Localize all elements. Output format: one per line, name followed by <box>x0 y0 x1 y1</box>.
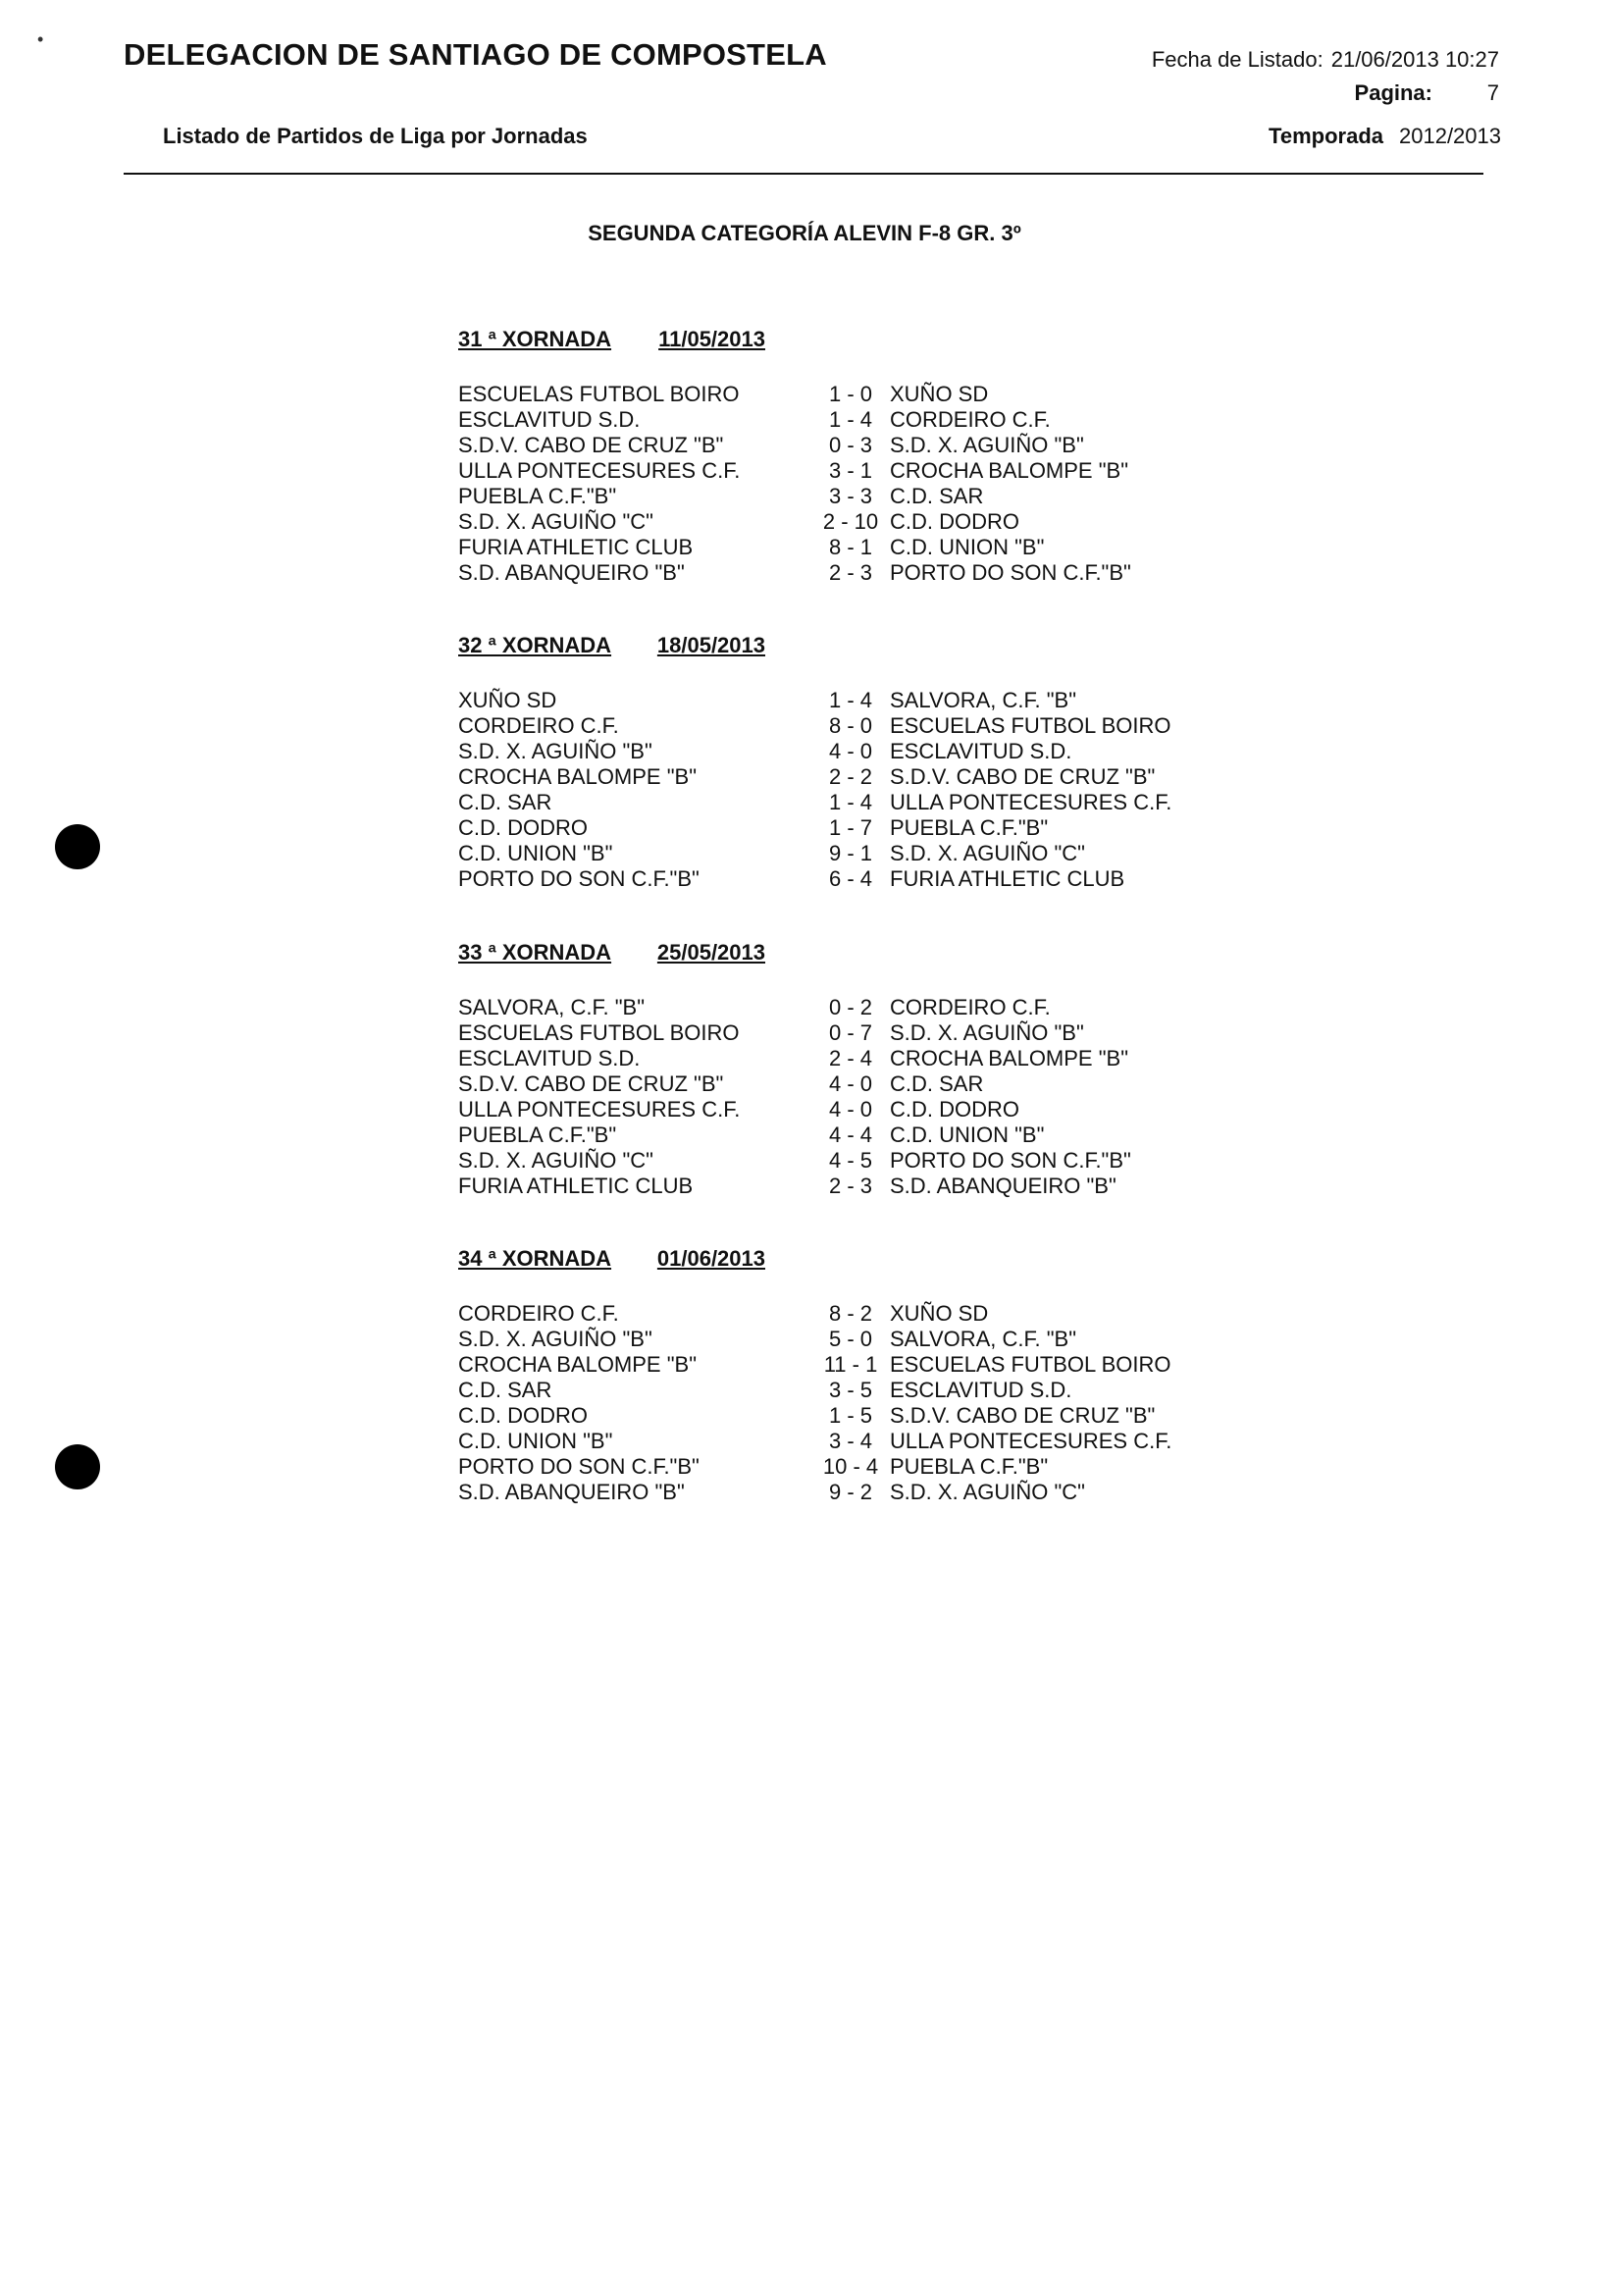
round-heading <box>458 327 765 352</box>
home-team: PORTO DO SON C.F."B" <box>458 866 700 891</box>
match-score: 2 - 4 <box>828 1046 873 1070</box>
match-row <box>458 1148 1243 1174</box>
home-team: C.D. UNION "B" <box>458 1429 613 1453</box>
away-team: S.D.V. CABO DE CRUZ "B" <box>890 764 1156 789</box>
match-score: 4 - 5 <box>828 1148 873 1173</box>
match-row <box>458 509 1243 535</box>
match-score: 1 - 4 <box>828 790 873 814</box>
match-score: 8 - 1 <box>828 535 873 559</box>
home-team: FURIA ATHLETIC CLUB <box>458 1174 694 1198</box>
home-team: FURIA ATHLETIC CLUB <box>458 535 694 559</box>
match-row <box>458 866 1243 892</box>
match-row <box>458 484 1243 509</box>
away-team: ESCUELAS FUTBOL BOIRO <box>890 1352 1171 1377</box>
round-block <box>458 940 1243 1199</box>
season-value: 2012/2013 <box>1399 124 1501 148</box>
round-heading <box>458 1246 765 1272</box>
away-team: C.D. DODRO <box>890 509 1019 534</box>
match-score: 10 - 4 <box>822 1454 879 1479</box>
match-score: 6 - 4 <box>828 866 873 891</box>
home-team: S.D. ABANQUEIRO "B" <box>458 1480 685 1504</box>
match-score: 0 - 3 <box>828 433 873 457</box>
home-team: CROCHA BALOMPE "B" <box>458 1352 698 1377</box>
away-team: C.D. UNION "B" <box>890 535 1045 559</box>
home-team: S.D. X. AGUIÑO "B" <box>458 739 652 763</box>
match-score: 5 - 0 <box>828 1327 873 1351</box>
away-team: S.D. X. AGUIÑO "C" <box>890 841 1085 865</box>
page-number-row <box>1087 77 1499 110</box>
match-row <box>458 1174 1243 1199</box>
match-score: 2 - 3 <box>828 560 873 585</box>
round-name: 34 ª XORNADA <box>458 1246 612 1271</box>
match-row <box>458 1046 1243 1071</box>
match-score: 4 - 4 <box>828 1122 873 1147</box>
match-row <box>458 1480 1243 1505</box>
match-row <box>458 841 1243 866</box>
away-team: PUEBLA C.F."B" <box>890 1454 1049 1479</box>
match-row <box>458 560 1243 586</box>
season-info <box>1269 124 1501 149</box>
header-divider <box>124 173 1483 175</box>
match-score: 3 - 3 <box>828 484 873 508</box>
match-score: 1 - 0 <box>828 382 873 406</box>
round-date: 01/06/2013 <box>656 1246 765 1271</box>
match-row <box>458 1122 1243 1148</box>
report-title: Listado de Partidos de Liga por Jornadas <box>163 124 588 148</box>
home-team: CORDEIRO C.F. <box>458 1301 619 1326</box>
away-team: S.D.V. CABO DE CRUZ "B" <box>890 1403 1156 1428</box>
away-team: S.D. X. AGUIÑO "C" <box>890 1480 1085 1504</box>
round-name: 31 ª XORNADA <box>458 327 612 351</box>
match-row <box>458 1327 1243 1352</box>
away-team: XUÑO SD <box>890 382 989 406</box>
home-team: C.D. SAR <box>458 790 552 814</box>
home-team: XUÑO SD <box>458 688 557 712</box>
match-score: 3 - 4 <box>828 1429 873 1453</box>
match-row <box>458 790 1243 815</box>
away-team: S.D. ABANQUEIRO "B" <box>890 1174 1116 1198</box>
away-team: ESCLAVITUD S.D. <box>890 739 1072 763</box>
away-team: CORDEIRO C.F. <box>890 995 1051 1019</box>
round-block <box>458 633 1243 892</box>
match-row <box>458 433 1243 458</box>
away-team: CORDEIRO C.F. <box>890 407 1051 432</box>
home-team: ULLA PONTECESURES C.F. <box>458 1097 741 1122</box>
round-block <box>458 1246 1243 1505</box>
match-row <box>458 764 1243 790</box>
match-score: 2 - 2 <box>828 764 873 789</box>
punch-hole <box>55 1444 100 1489</box>
round-heading <box>458 633 765 658</box>
match-row <box>458 1020 1243 1046</box>
match-row <box>458 815 1243 841</box>
away-team: ULLA PONTECESURES C.F. <box>890 1429 1172 1453</box>
match-score: 3 - 1 <box>828 458 873 483</box>
listing-date-row <box>1087 43 1499 77</box>
home-team: ESCUELAS FUTBOL BOIRO <box>458 382 740 406</box>
match-row <box>458 713 1243 739</box>
home-team: S.D. X. AGUIÑO "C" <box>458 509 653 534</box>
home-team: C.D. SAR <box>458 1378 552 1402</box>
match-score: 0 - 7 <box>828 1020 873 1045</box>
match-row <box>458 688 1243 713</box>
match-row <box>458 1097 1243 1122</box>
match-score: 1 - 4 <box>828 407 873 432</box>
match-score: 8 - 0 <box>828 713 873 738</box>
away-team: ESCUELAS FUTBOL BOIRO <box>890 713 1171 738</box>
home-team: SALVORA, C.F. "B" <box>458 995 646 1019</box>
away-team: S.D. X. AGUIÑO "B" <box>890 1020 1084 1045</box>
home-team: C.D. DODRO <box>458 815 588 840</box>
scan-artifact-mark: • <box>37 29 44 49</box>
page-number-value: 7 <box>1486 80 1499 105</box>
match-score: 1 - 7 <box>828 815 873 840</box>
round-name: 32 ª XORNADA <box>458 633 612 657</box>
home-team: PORTO DO SON C.F."B" <box>458 1454 700 1479</box>
away-team: PUEBLA C.F."B" <box>890 815 1049 840</box>
home-team: S.D. X. AGUIÑO "B" <box>458 1327 652 1351</box>
match-row <box>458 1352 1243 1378</box>
listing-date-label: Fecha de Listado: <box>1151 47 1324 72</box>
match-score: 2 - 10 <box>822 509 879 534</box>
home-team: ESCLAVITUD S.D. <box>458 407 641 432</box>
round-name: 33 ª XORNADA <box>458 940 612 965</box>
home-team: CORDEIRO C.F. <box>458 713 619 738</box>
listing-meta <box>1087 43 1499 110</box>
away-team: S.D. X. AGUIÑO "B" <box>890 433 1084 457</box>
home-team: S.D.V. CABO DE CRUZ "B" <box>458 433 724 457</box>
match-score: 0 - 2 <box>828 995 873 1019</box>
away-team: C.D. SAR <box>890 1071 984 1096</box>
match-score: 4 - 0 <box>828 1071 873 1096</box>
match-row <box>458 1403 1243 1429</box>
match-score: 2 - 3 <box>828 1174 873 1198</box>
round-date: 11/05/2013 <box>658 327 765 351</box>
organization-title: DELEGACION DE SANTIAGO DE COMPOSTELA <box>124 37 827 72</box>
home-team: S.D. ABANQUEIRO "B" <box>458 560 685 585</box>
match-score: 1 - 5 <box>828 1403 873 1428</box>
away-team: C.D. SAR <box>890 484 984 508</box>
match-score: 9 - 1 <box>828 841 873 865</box>
away-team: C.D. UNION "B" <box>890 1122 1045 1147</box>
home-team: PUEBLA C.F."B" <box>458 484 617 508</box>
match-score: 11 - 1 <box>823 1352 878 1377</box>
match-row <box>458 1378 1243 1403</box>
season-label: Temporada <box>1269 124 1383 148</box>
match-row <box>458 1454 1243 1480</box>
match-score: 3 - 5 <box>828 1378 873 1402</box>
home-team: CROCHA BALOMPE "B" <box>458 764 698 789</box>
home-team: PUEBLA C.F."B" <box>458 1122 617 1147</box>
match-score: 4 - 0 <box>828 739 873 763</box>
page-number-label: Pagina: <box>1354 80 1432 105</box>
match-score: 8 - 2 <box>828 1301 873 1326</box>
round-block <box>458 327 1243 586</box>
match-row <box>458 407 1243 433</box>
match-row <box>458 382 1243 407</box>
away-team: C.D. DODRO <box>890 1097 1019 1122</box>
away-team: SALVORA, C.F. "B" <box>890 688 1077 712</box>
match-score: 9 - 2 <box>828 1480 873 1504</box>
match-score: 4 - 0 <box>828 1097 873 1122</box>
match-row <box>458 1429 1243 1454</box>
home-team: ULLA PONTECESURES C.F. <box>458 458 741 483</box>
away-team: ULLA PONTECESURES C.F. <box>890 790 1172 814</box>
round-date: 18/05/2013 <box>656 633 765 657</box>
match-row <box>458 535 1243 560</box>
away-team: PORTO DO SON C.F."B" <box>890 560 1131 585</box>
round-date: 25/05/2013 <box>656 940 765 965</box>
home-team: S.D.V. CABO DE CRUZ "B" <box>458 1071 724 1096</box>
match-row <box>458 1071 1243 1097</box>
away-team: XUÑO SD <box>890 1301 989 1326</box>
home-team: S.D. X. AGUIÑO "C" <box>458 1148 653 1173</box>
home-team: C.D. DODRO <box>458 1403 588 1428</box>
away-team: SALVORA, C.F. "B" <box>890 1327 1077 1351</box>
home-team: C.D. UNION "B" <box>458 841 613 865</box>
match-row <box>458 995 1243 1020</box>
away-team: FURIA ATHLETIC CLUB <box>890 866 1125 891</box>
away-team: CROCHA BALOMPE "B" <box>890 1046 1129 1070</box>
match-row <box>458 739 1243 764</box>
away-team: ESCLAVITUD S.D. <box>890 1378 1072 1402</box>
match-row <box>458 458 1243 484</box>
away-team: CROCHA BALOMPE "B" <box>890 458 1129 483</box>
home-team: ESCLAVITUD S.D. <box>458 1046 641 1070</box>
listing-date-value: 21/06/2013 10:27 <box>1330 47 1499 72</box>
match-row <box>458 1301 1243 1327</box>
round-heading <box>458 940 765 965</box>
home-team: ESCUELAS FUTBOL BOIRO <box>458 1020 740 1045</box>
punch-hole <box>55 824 100 869</box>
category-title: SEGUNDA CATEGORÍA ALEVIN F-8 GR. 3º <box>588 221 1021 245</box>
away-team: PORTO DO SON C.F."B" <box>890 1148 1131 1173</box>
match-score: 1 - 4 <box>828 688 873 712</box>
